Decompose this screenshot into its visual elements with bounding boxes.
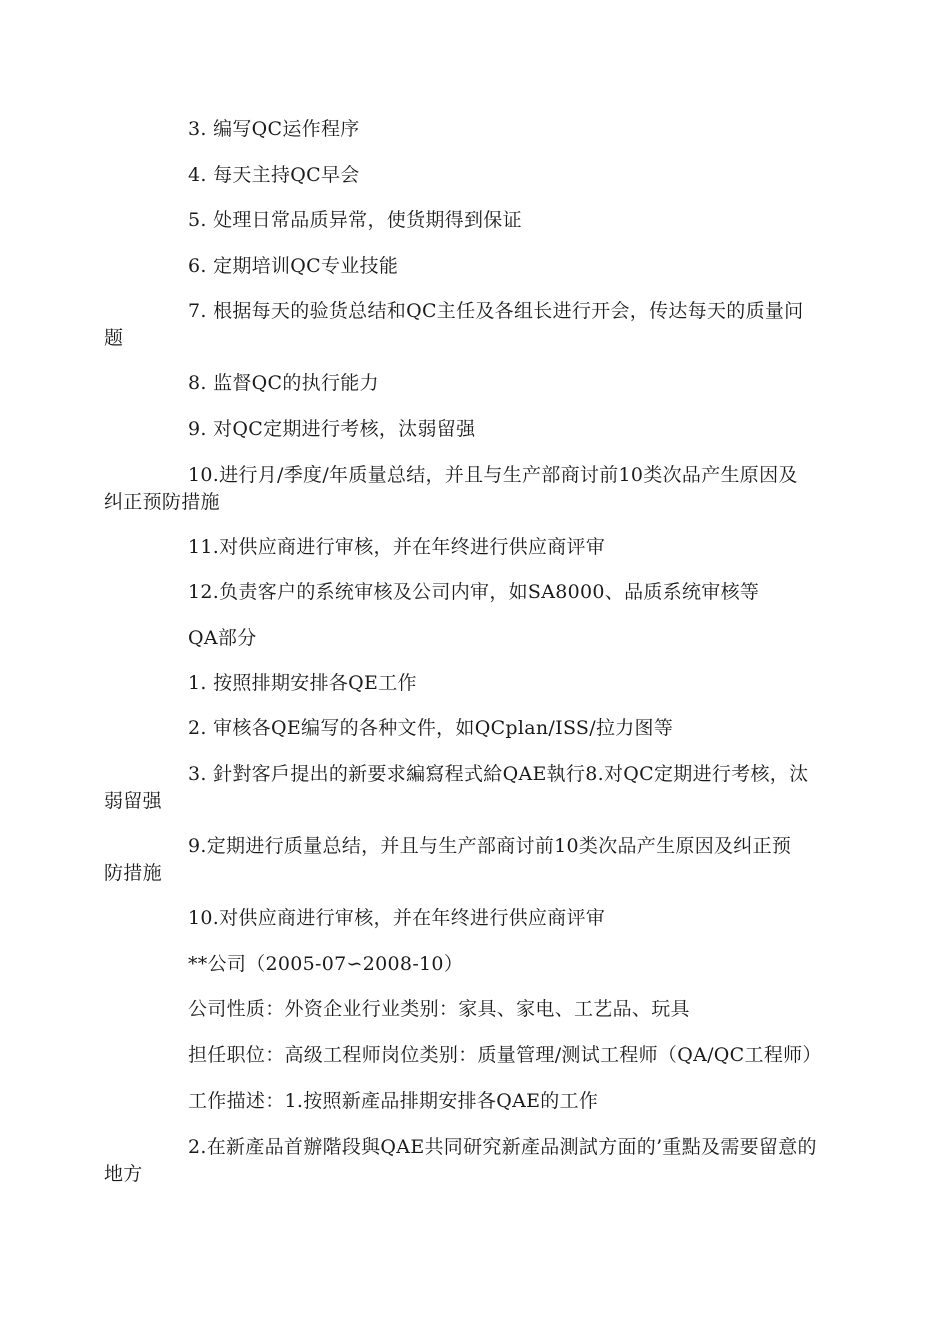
company-heading: **公司（2005-07∽2008-10） <box>188 953 464 975</box>
list-item-7-continuation: 题 <box>104 327 124 349</box>
section-heading-qa: QA部分 <box>188 627 257 649</box>
qa-item-1: 1. 按照排期安排各QE工作 <box>188 672 417 694</box>
job-description: 工作描述：1.按照新產品排期安排各QAE的工作 <box>188 1090 599 1112</box>
qa-item-3: 3. 針對客戶提出的新要求編寫程式給QAE執行8.对QC定期进行考核，汰 <box>188 763 809 785</box>
qa-item-10: 10.对供应商进行审核，并在年终进行供应商评审 <box>188 907 606 929</box>
company-nature: 公司性质：外资企业行业类别：家具、家电、工艺品、玩具 <box>188 998 690 1020</box>
qa-item-9-continuation: 防措施 <box>104 862 162 884</box>
qa-item-2: 2. 审核各QE编写的各种文件，如QCplan/ISS/拉力图等 <box>188 717 674 739</box>
list-item-8: 8. 监督QC的执行能力 <box>188 372 379 394</box>
list-item-5: 5. 处理日常品质异常，使货期得到保证 <box>188 209 522 231</box>
qa-item-9: 9.定期进行质量总结，并且与生产部商讨前10类次品产生原因及纠正预 <box>188 835 792 857</box>
qa-item-3-continuation: 弱留强 <box>104 790 162 812</box>
job-description-item-2-continuation: 地方 <box>104 1163 143 1185</box>
list-item-6: 6. 定期培训QC专业技能 <box>188 255 399 277</box>
list-item-10: 10.进行月/季度/年质量总结，并且与生产部商讨前10类次品产生原因及 <box>188 464 798 486</box>
list-item-9: 9. 对QC定期进行考核，汰弱留强 <box>188 418 476 440</box>
job-description-item-2: 2.在新產品首辦階段與QAE共同研究新產品測試方面的’重點及需要留意的 <box>188 1136 817 1158</box>
list-item-3: 3. 编写QC运作程序 <box>188 118 360 140</box>
list-item-11: 11.对供应商进行审核，并在年终进行供应商评审 <box>188 536 606 558</box>
job-position: 担任职位：高级工程师岗位类别：质量管理/测试工程师（QA/QC工程师） <box>188 1044 822 1066</box>
list-item-10-continuation: 纠正预防措施 <box>104 491 220 513</box>
list-item-7: 7. 根据每天的验货总结和QC主任及各组长进行开会，传达每天的质量问 <box>188 300 804 322</box>
list-item-4: 4. 每天主持QC早会 <box>188 164 360 186</box>
list-item-12: 12.负责客户的系统审核及公司内审，如SA8000、品质系统审核等 <box>188 581 760 603</box>
